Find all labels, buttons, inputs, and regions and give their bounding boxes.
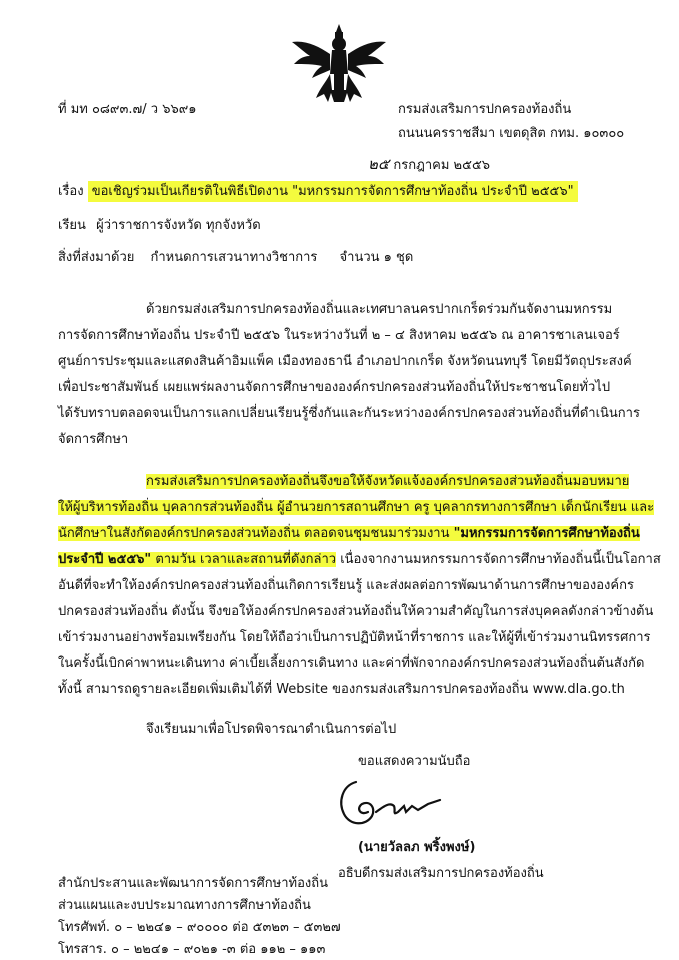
handwritten-signature-icon <box>332 776 452 836</box>
date-day: ๒๕ <box>368 155 390 173</box>
event-year-highlight: ประจำปี ๒๕๕๖" <box>58 552 152 567</box>
paragraph-1-line: การจัดการศึกษาท้องถิ่น ประจำปี ๒๕๕๖ ในระหว่างวันที่ ๒ – ๔ สิงหาคม ๒๕๕๖ ณ อาคารชาเลนเจอร์ <box>58 328 620 343</box>
paragraph-2-line: อันดีที่จะทำให้องค์กรปกครองส่วนท้องถิ่นเกิดการเรียนรู้ และส่งผลต่อการพัฒนาด้านการศึกษาขององค์กร <box>58 578 634 593</box>
paragraph-2-line <box>58 548 661 569</box>
paragraph-2-highlight: ให้ผู้บริหารท้องถิ่น บุคลากรส่วนท้องถิ่น ผู้อำนวยการสถานศึกษา ครู บุคลากรทางการศึกษา เด็กนักเรียน และ <box>58 500 655 515</box>
garuda-emblem-icon <box>290 22 388 104</box>
agency-name: กรมส่งเสริมการปกครองท้องถิ่น <box>398 102 572 117</box>
paragraph-2-highlight: ตามวัน เวลาและสถานที่ดังกล่าว <box>151 552 337 567</box>
paragraph-2-line <box>58 522 640 543</box>
recipient-text: ผู้ว่าราชการจังหวัด ทุกจังหวัด <box>96 218 261 233</box>
recipient-label: เรียน <box>58 218 86 233</box>
reference-number: ที่ มท ๐๘๙๓.๗/ ว ๖๖๙๑ <box>58 102 197 117</box>
footer-phone: โทรศัพท์. ๐ – ๒๒๔๑ – ๙๐๐๐๐ ต่อ ๕๓๒๓ – ๕๓๒๗ <box>58 920 341 935</box>
paragraph-2-line: ปกครองส่วนท้องถิ่น ดังนั้น จึงขอให้องค์กรปกครองส่วนท้องถิ่นให้ความสำคัญในการส่งบุคคลดังกล่าวข้างต้น <box>58 604 654 619</box>
paragraph-2-line <box>58 496 655 517</box>
paragraph-2-line: ในครั้งนี้เบิกค่าพาหนะเดินทาง ค่าเบี้ยเลี้ยงการเดินทาง และค่าที่พักจากองค์กรปกครองส่วนท้องถิ่นต้นสังกัด <box>58 656 645 671</box>
paragraph-2-highlight: กรมส่งเสริมการปกครองท้องถิ่นจึงขอให้จังหวัดแจ้งองค์กรปกครองส่วนท้องถิ่นมอบหมาย <box>146 474 630 489</box>
paragraph-1-line: ด้วยกรมส่งเสริมการปกครองท้องถิ่นและเทศบาลนครปากเกร็ดร่วมกันจัดงานมหกรรม <box>146 302 613 317</box>
event-name-highlight: "มหกรรมการจัดการศึกษาท้องถิ่น <box>453 526 640 541</box>
enclosure-line <box>58 246 413 267</box>
paragraph-2-line <box>146 470 630 491</box>
footer-office: สำนักประสานและพัฒนาการจัดการศึกษาท้องถิ่น <box>58 876 328 891</box>
paragraph-1-line: จัดการศึกษา <box>58 432 129 447</box>
paragraph-2-highlight: นักศึกษาในสังกัดองค์กรปกครองส่วนท้องถิ่น ตลอดจนชุมชนมาร่วมงาน <box>58 526 454 541</box>
letter-date <box>368 152 490 176</box>
subject-line <box>58 180 578 201</box>
subject-text: ขอเชิญร่วมเป็นเกียรติในพิธีเปิดงาน "มหกรรมการจัดการศึกษาท้องถิ่น ประจำปี ๒๕๕๖" <box>88 181 578 202</box>
enclosure-label: สิ่งที่ส่งมาด้วย <box>58 250 135 265</box>
footer-division: ส่วนแผนและงบประมาณทางการศึกษาท้องถิ่น <box>58 898 311 913</box>
paragraph-1-line: ศูนย์การประชุมและแสดงสินค้าอิมแพ็ค เมืองทองธานี อำเภอปากเกร็ด จังหวัดนนทบุรี โดยมีวัตถุประสงค์ <box>58 354 632 369</box>
paragraph-1-line: เพื่อประชาสัมพันธ์ เผยแพร่ผลงานจัดการศึกษาขององค์กรปกครองส่วนท้องถิ่นให้ประชาชนโดยทั่วไป <box>58 380 611 395</box>
closing-salutation: ขอแสดงความนับถือ <box>358 754 471 769</box>
enclosure-text: กำหนดการเสวนาทางวิชาการ <box>150 250 318 265</box>
paragraph-1-line: ได้รับทราบตลอดจนเป็นการแลกเปลี่ยนเรียนรู้ซึ่งกันและกันระหว่างองค์กรปกครองส่วนท้องถิ่นที่ดำเนินการ <box>58 406 640 421</box>
recipient-line <box>58 214 261 235</box>
paragraph-2-text: เนื่องจากงานมหกรรมการจัดการศึกษาท้องถิ่นนี้เป็นโอกาส <box>336 552 661 567</box>
footer-fax: โทรสาร. ๐ – ๒๒๔๑ – ๙๐๒๑ -๓ ต่อ ๑๑๒ – ๑๑๓ <box>58 942 326 957</box>
subject-label: เรื่อง <box>58 184 84 199</box>
enclosure-qty: จำนวน ๑ ชุด <box>339 250 414 265</box>
signer-title: อธิบดีกรมส่งเสริมการปกครองท้องถิ่น <box>338 866 544 881</box>
closing-request: จึงเรียนมาเพื่อโปรดพิจารณาดำเนินการต่อไป <box>146 722 397 737</box>
signer-name: (นายวัลลภ พริ้งพงษ์) <box>358 840 476 855</box>
paragraph-2-line: ทั้งนี้ สามารถดูรายละเอียดเพิ่มเติมได้ที่ Website ของกรมส่งเสริมการปกครองท้องถิ่น www.dla.go.th <box>58 682 625 697</box>
agency-address: ถนนนครราชสีมา เขตดุสิต กทม. ๑๐๓๐๐ <box>398 126 625 141</box>
paragraph-2-line: เข้าร่วมงานอย่างพร้อมเพรียงกัน โดยให้ถือว่าเป็นการปฏิบัติหน้าที่ราชการ และให้ผู้ที่เข้าร่วมงานนิทรรศการ <box>58 630 651 645</box>
date-month-year: กรกฎาคม ๒๕๕๖ <box>393 158 491 173</box>
